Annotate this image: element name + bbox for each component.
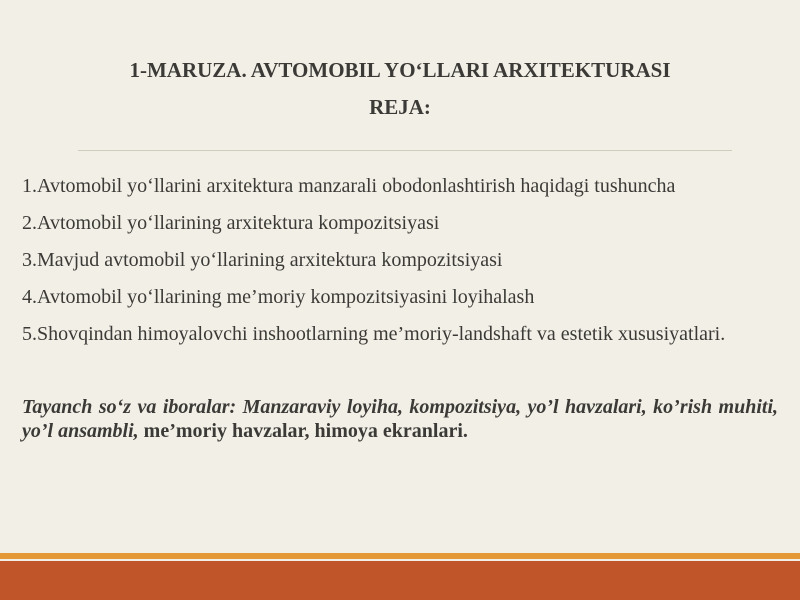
keywords-paragraph xyxy=(22,395,778,443)
plan-item-5: 5.Shovqindan himoyalovchi inshootlarning me’moriy-landshaft va estetik xususiyatlari. xyxy=(22,323,726,345)
slide-subtitle: REJA: xyxy=(369,95,431,119)
keywords-plain-text: me’moriy havzalar, himoya ekranlari. xyxy=(138,420,468,442)
plan-item-3: 3.Mavjud avtomobil yo‘llarining arxitektura kompozitsiyasi xyxy=(22,249,503,271)
keywords-italic-text: Tayanch so‘z va iboralar: Manzaraviy loyiha, kompozitsiya, yo’l havzalari, ko’rish muhiti, yo’l ansambli, xyxy=(22,396,778,442)
slide-content xyxy=(22,175,778,463)
plan-item-1: 1.Avtomobil yo‘llarini arxitektura manzarali obodonlashtirish haqidagi tushuncha xyxy=(22,175,676,197)
title-divider xyxy=(78,150,732,151)
footer-stripe-thick xyxy=(0,561,800,600)
plan-item-2: 2.Avtomobil yo‘llarining arxitektura kompozitsiyasi xyxy=(22,212,440,234)
footer-stripe-thin xyxy=(0,553,800,559)
slide-title: 1-MARUZA. AVTOMOBIL YO‘LLARI ARXITEKTURASI xyxy=(129,58,671,82)
plan-item-4: 4.Avtomobil yo‘llarining me’moriy kompozitsiyasini loyihalash xyxy=(22,286,535,308)
